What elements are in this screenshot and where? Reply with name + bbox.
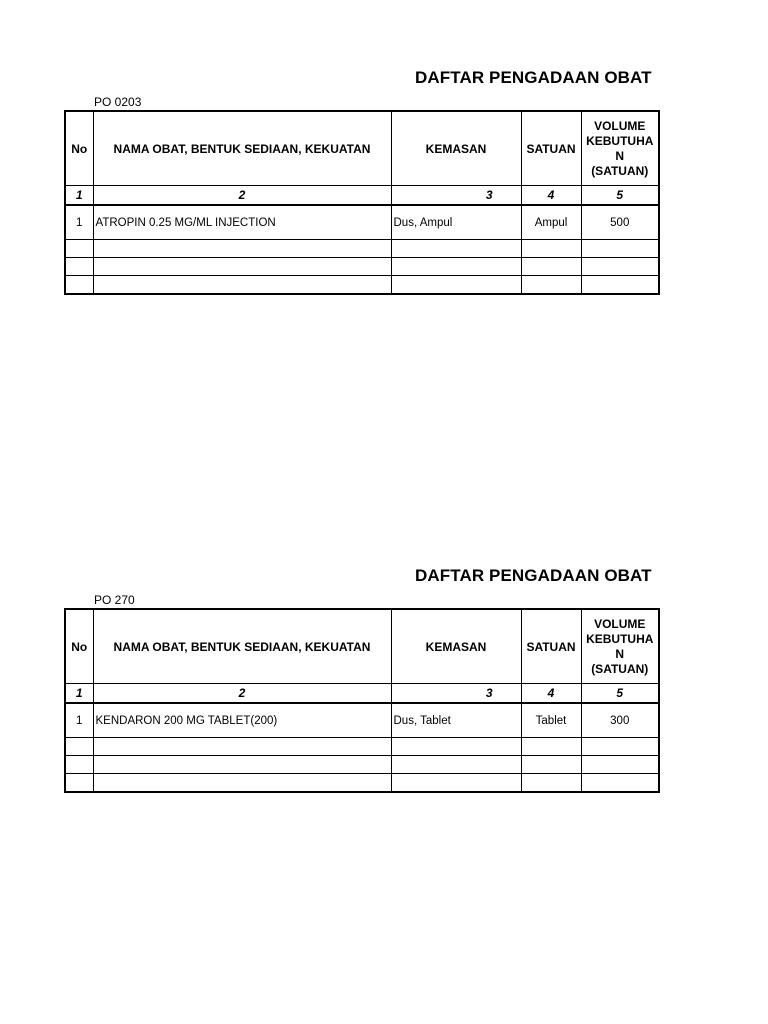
header-volume-line: VOLUME [594, 616, 646, 631]
header-volume-line: N [615, 646, 625, 661]
header-no: No [65, 609, 93, 684]
header-kemasan: KEMASAN [391, 111, 521, 186]
empty-row [65, 738, 659, 756]
header-row [65, 111, 659, 186]
column-number: 2 [93, 186, 391, 206]
medicine-table [64, 110, 660, 295]
po-number: PO 270 [94, 593, 135, 607]
row-nama: KENDARON 200 MG TABLET(200) [93, 703, 391, 738]
empty-row [65, 258, 659, 276]
row-volume: 300 [581, 703, 659, 738]
row-kemasan: Dus, Ampul [391, 205, 521, 240]
header-nama: NAMA OBAT, BENTUK SEDIAAN, KEKUATAN [93, 609, 391, 684]
row-satuan: Tablet [521, 703, 581, 738]
form-title: DAFTAR PENGADAAN OBAT [415, 68, 652, 87]
row-kemasan: Dus, Tablet [391, 703, 521, 738]
column-number-row [65, 186, 659, 206]
column-number: 4 [521, 186, 581, 206]
header-volume-line: KEBUTUHA [586, 631, 654, 646]
row-volume: 500 [581, 205, 659, 240]
po-number: PO 0203 [94, 95, 142, 109]
column-number: 1 [65, 186, 93, 206]
procurement-form-2 [0, 566, 768, 826]
row-satuan: Ampul [521, 205, 581, 240]
header-volume-line: VOLUME [594, 118, 646, 133]
column-number: 3 [391, 684, 521, 704]
header-kemasan: KEMASAN [391, 609, 521, 684]
header-nama: NAMA OBAT, BENTUK SEDIAAN, KEKUATAN [93, 111, 391, 186]
medicine-table [64, 608, 660, 793]
header-volume-line: KEBUTUHA [586, 133, 654, 148]
column-number: 5 [581, 186, 659, 206]
table-row [65, 703, 659, 738]
empty-row [65, 276, 659, 295]
header-satuan: SATUAN [521, 111, 581, 186]
header-volume-line: (SATUAN) [591, 163, 649, 178]
header-no: No [65, 111, 93, 186]
column-number: 2 [93, 684, 391, 704]
empty-row [65, 774, 659, 793]
empty-row [65, 240, 659, 258]
empty-row [65, 756, 659, 774]
column-number: 1 [65, 684, 93, 704]
column-number: 5 [581, 684, 659, 704]
header-volume [581, 609, 659, 684]
column-number: 4 [521, 684, 581, 704]
column-number: 3 [391, 186, 521, 206]
header-satuan: SATUAN [521, 609, 581, 684]
row-nama: ATROPIN 0.25 MG/ML INJECTION [93, 205, 391, 240]
header-row [65, 609, 659, 684]
header-volume-line: (SATUAN) [591, 661, 649, 676]
header-volume-line: N [615, 148, 625, 163]
header-volume [581, 111, 659, 186]
form-title: DAFTAR PENGADAAN OBAT [415, 566, 652, 585]
column-number-row [65, 684, 659, 704]
row-no: 1 [65, 703, 93, 738]
table-row [65, 205, 659, 240]
procurement-form-1 [0, 68, 768, 328]
row-no: 1 [65, 205, 93, 240]
